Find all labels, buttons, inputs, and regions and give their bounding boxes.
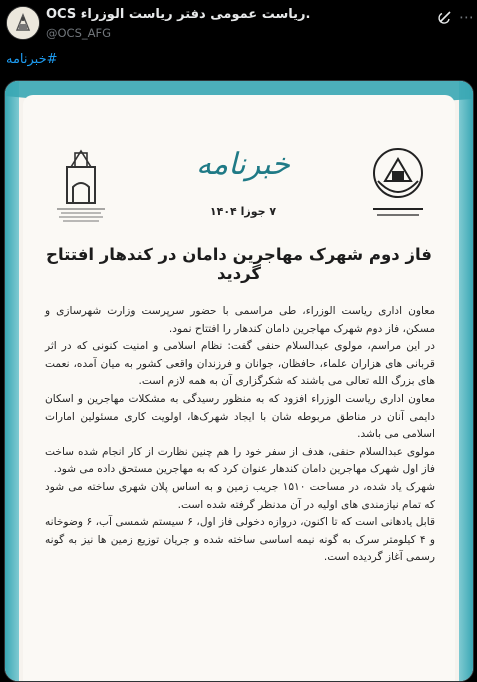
account-avatar[interactable] — [6, 6, 40, 40]
building-emblem-icon — [49, 147, 113, 227]
frame-decoration-left — [5, 81, 19, 681]
news-paragraph: شهرک یاد شده، در مساحت ۱۵۱۰ جریب زمین و به اساس پلان شهری ساخته می شود که تمام نیازمندی های اولیه در آن مدنظر گرفته شده است. — [45, 480, 435, 511]
news-date: ۷ جوزا ۱۴۰۴ — [209, 205, 277, 218]
news-paragraph: معاون اداری ریاست الوزراء افزود که به منظور رسیدگی به مشکلات مهاجرین و اسکان دایمی آنان در مناطق مربوطه شان با ایجاد شهرک‌ها، اولویت کاری مسئولین امارات اسلامی می باشد. — [45, 392, 435, 441]
emirate-emblem-icon — [363, 141, 433, 225]
masthead-title: خبرنامه — [196, 147, 290, 182]
news-headline: فاز دوم شهرک مهاجرین دامان در کندهار افتتاح گردید — [46, 245, 432, 283]
news-paragraph: مولوی عبدالسلام حنفی، هدف از سفر خود را هم چنین نظارت از کار انجام شده ساخت فاز اول شهرک مهاجرین دامان کندهار عنوان کرد که به مهاجرین مستحق داده می شود. — [45, 445, 435, 476]
tweet-header — [0, 0, 477, 50]
account-handle[interactable]: @OCS_AFG — [46, 26, 112, 40]
ocs-logo-avatar-icon — [7, 7, 39, 39]
account-name[interactable]: OCS ریاست عمومی دفتر ریاست الوزراء. — [46, 7, 311, 22]
hashtag-link[interactable]: #خبرنامه — [6, 52, 58, 67]
tweet-image[interactable] — [4, 80, 474, 682]
more-horizontal-icon[interactable]: ⋯ — [459, 8, 475, 26]
news-paragraph: قابل یادهانی است که تا اکنون، دروازه دخولی فاز اول، ۶ سیستم شمسی آب، ۶ وضوخانه و ۴ کیلومتر سرک به گونه نیمه اساسی ساخته شده و جریان توزیع زمین ها نیز به گونه رسمی آغاز گردیده است. — [45, 516, 436, 564]
news-body — [45, 303, 435, 567]
news-paragraph: معاون اداری ریاست الوزراء، طی مراسمی با حضور سرپرست وزارت شهرسازی و مسکن، فاز دوم شهرک مهاجرین دامان کندهار را افتتاح نمود. — [45, 305, 435, 335]
grok-icon[interactable] — [437, 9, 453, 25]
frame-decoration-right — [459, 81, 473, 681]
news-sheet — [23, 95, 455, 682]
news-paragraph: در این مراسم، مولوی عبدالسلام حنفی گفت: نظام اسلامی و امنیت کنونی که در اثر قربانی های هزاران علماء، حافظان، جوانان و فرزندان واقعی کشور به میان آمده، نعمت های بزرگ الله تعالی می باشند که شکرگزاری آن به همه لازم است. — [45, 340, 435, 388]
